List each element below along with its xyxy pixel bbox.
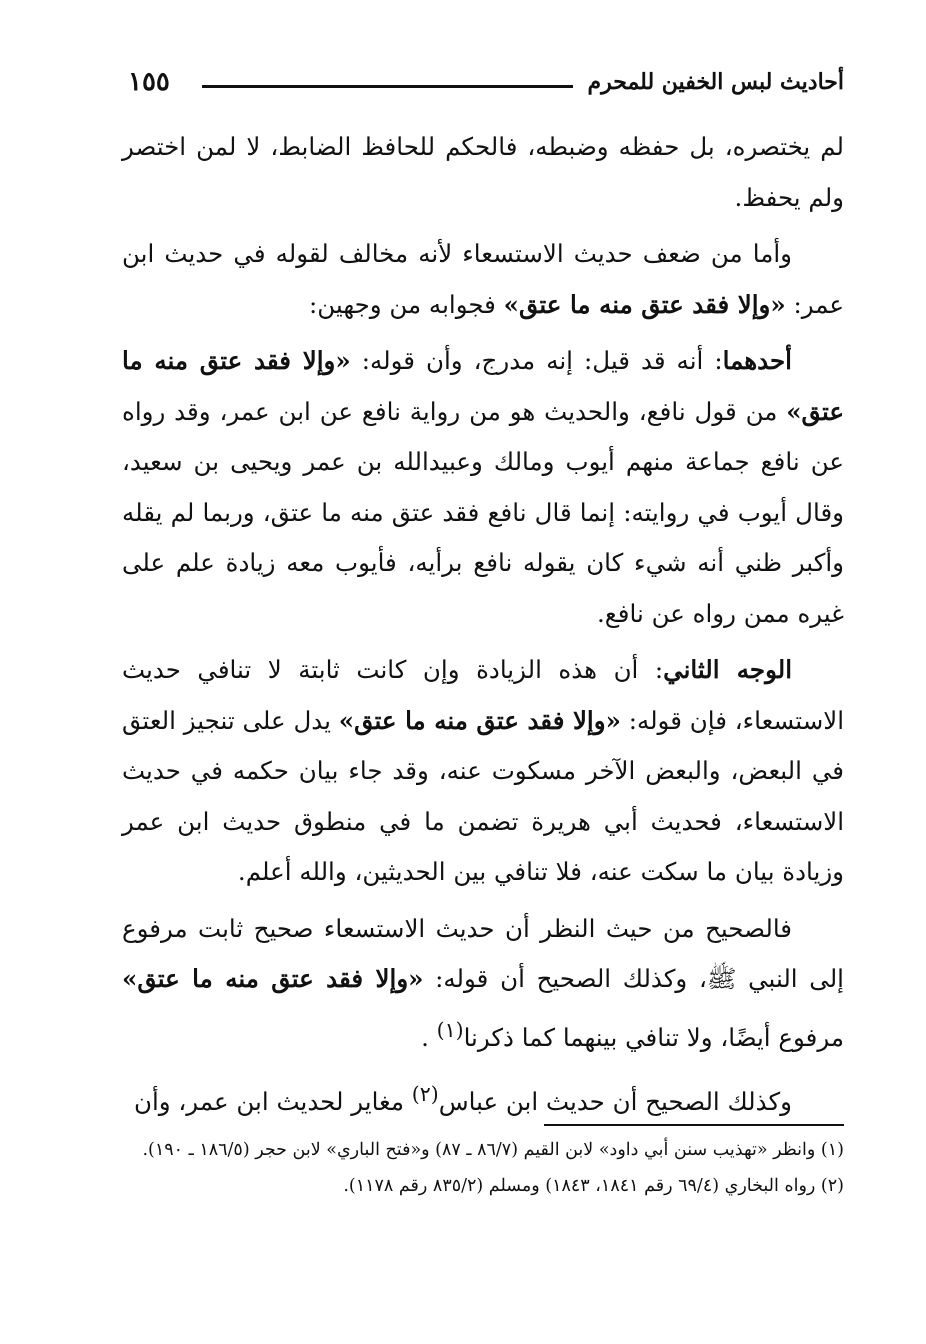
paragraph-4-tail: يدل على تنجيز العتق في البعض، والبعض الآخر مسكوت عنه، وقد جاء بيان حكمه في حديث الاستسعاء، فحديث أبي هريرة تضمن ما في منطوق حديث ابن عمر وزيادة بيان ما سكت عنه، فلا تنافي بين الحديثين، والله أعلم. [122,705,844,886]
paragraph-6-text: وكذلك الصحيح أن حديث ابن عباس [438,1087,792,1117]
paragraph-3-tail: من قول نافع، والحديث هو من رواية نافع عن ابن عمر، وقد رواه عن نافع جماعة منهم أيوب ومالك وعبيدالله بن عمر ويحيى بن سعيد، وقال أيوب في روايته: إنما قال نافع فقد عتق منه ما عتق، وربما لم يقله وأكبر ظني أنه شيء كان يقوله نافع برأيه، فأيوب معه زيادة علم على غيره ممن رواه عن نافع. [122,396,844,628]
second-aspect-label: الوجه الثاني [663,655,793,684]
paragraph-4-text: : أن هذه الزيادة وإن كانت ثابتة لا تنافي حديث الاستسعاء، فإن قوله: [122,655,845,735]
paragraph-1 [122,122,844,223]
paragraph-3-text: : أنه قد قيل: إنه مدرج، وأن قوله: [350,346,723,375]
paragraph-6 [122,1069,844,1128]
hadith-quote: «وإلا فقد عتق منه ما عتق» [122,964,424,993]
hadith-quote: «وإلا فقد عتق منه ما عتق» [122,346,844,426]
paragraph-5-end: . [421,1022,437,1052]
footnote-rule [544,1124,844,1126]
running-title: أحاديث لبس الخفين للمحرم [587,69,844,95]
paragraph-5 [122,904,844,1064]
header-rule [202,85,573,88]
main-text [122,122,844,1134]
footnote-ref-1: (١) [436,1017,464,1042]
hadith-quote: «وإلا فقد عتق منه ما عتق» [503,289,786,319]
paragraph-6-tail: مغاير لحديث ابن عمر، وأن [133,1087,412,1117]
paragraph-1-text: لم يختصره، بل حفظه وضبطه، فالحكم للحافظ الضابط، لا لمن اختصر ولم يحفظ. [122,132,844,212]
footnote-1: (١) وانظر «تهذيب سنن أبي داود» لابن القيم (٨٦/٧ ـ ٨٧) و«فتح الباري» لابن حجر (١٨٦/٥ ـ ١٩٠). [142,1140,844,1160]
footnote-ref-2: (٢) [411,1082,439,1107]
first-aspect-label: أحدهما [722,346,792,375]
hadith-quote: «وإلا فقد عتق منه ما عتق» [338,705,621,735]
paragraph-5-text: فالصحيح من حيث النظر أن حديث الاستسعاء صحيح ثابت مرفوع إلى النبي ﷺ، وكذلك الصحيح أن قوله: [122,913,844,993]
footnote-2: (٢) رواه البخاري (٦٩/٤ رقم ١٨٤١، ١٨٤٣) ومسلم (٨٣٥/٢ رقم ١١٧٨). [343,1176,844,1196]
paragraph-2-text: وأما من ضعف حديث الاستسعاء لأنه مخالف لقوله في حديث ابن عمر: [122,239,844,319]
paragraph-4 [122,645,844,898]
paragraph-2-tail: فجوابه من وجهين: [309,289,504,319]
page-number: ١٥٥ [128,67,170,97]
paragraph-5-tail: مرفوع أيضًا، ولا تنافي بينهما كما ذكرنا [463,1022,844,1052]
page-header [128,62,844,102]
paragraph-3 [122,336,844,639]
paragraph-2 [122,229,844,330]
footnotes [122,1132,844,1204]
